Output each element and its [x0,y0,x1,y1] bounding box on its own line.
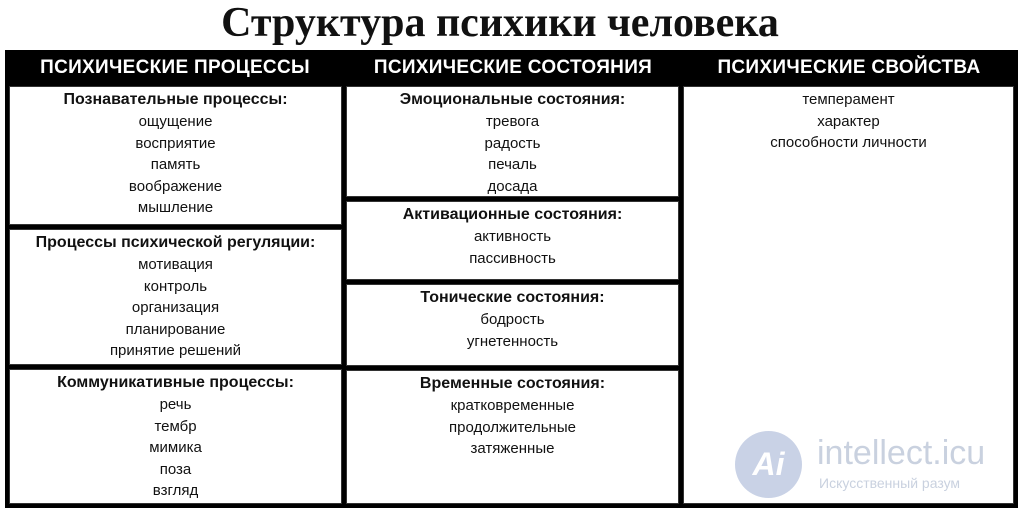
list-item: кратковременные [450,397,575,414]
list-item: мышление [137,199,214,217]
list-item: восприятие [135,134,216,152]
watermark-tagline: Искусственный разум [819,475,961,491]
group-regulation-processes [9,229,342,365]
list-item: тревога [485,113,540,130]
group-heading: Процессы психической регуляции: [35,234,316,251]
list-item: продолжительные [449,418,576,436]
column-header-states: ПСИХИЧЕСКИЕ СОСТОЯНИЯ [347,54,679,82]
page-title: Структура психики человека [221,0,779,46]
list-item: мимика [149,439,202,457]
list-item: характер [817,112,880,130]
list-item: активность [473,228,552,245]
group-heading: Познавательные процессы: [63,91,288,108]
list-item: организация [131,299,220,317]
column-header-processes: ПСИХИЧЕСКИЕ ПРОЦЕССЫ [9,54,341,82]
watermark-brand: intellect.icu [817,434,986,472]
group-cognitive-processes [9,86,342,225]
group-tonic-states [346,284,679,366]
list-item: контроль [143,277,208,295]
list-item: способности личности [770,134,927,152]
group-heading: Тонические состояния: [420,289,605,306]
group-communicative-processes [9,369,342,504]
list-item: мотивация [138,256,213,273]
list-item: пассивность [469,249,556,267]
list-item: принятие решений [109,342,242,360]
list-item: поза [159,460,192,478]
list-item: воображение [128,177,223,195]
list-item: угнетенность [466,332,559,350]
group-heading: Коммуникативные процессы: [57,374,294,391]
group-emotional-states [346,86,679,197]
list-item: печаль [488,156,537,174]
group-heading: Эмоциональные состояния: [399,91,626,108]
group-heading: Активационные состояния: [402,206,623,223]
list-item: темперамент [802,91,895,108]
list-item: память [150,156,201,174]
list-item: взгляд [152,482,199,500]
column-header-properties: ПСИХИЧЕСКИЕ СВОЙСТВА [685,54,1013,82]
list-item: досада [487,177,538,195]
list-item: ощущение [138,113,213,130]
group-activation-states [346,201,679,280]
watermark [735,428,1020,498]
group-heading: Временные состояния: [419,375,606,392]
watermark-logo-text: Ai [752,446,785,482]
list-item: затяженные [470,440,555,458]
list-item: радость [484,134,541,152]
list-item: речь [159,396,192,413]
list-item: бодрость [480,311,545,328]
list-item: планирование [125,320,226,338]
list-item: тембр [154,417,197,435]
group-temporary-states [346,370,679,504]
